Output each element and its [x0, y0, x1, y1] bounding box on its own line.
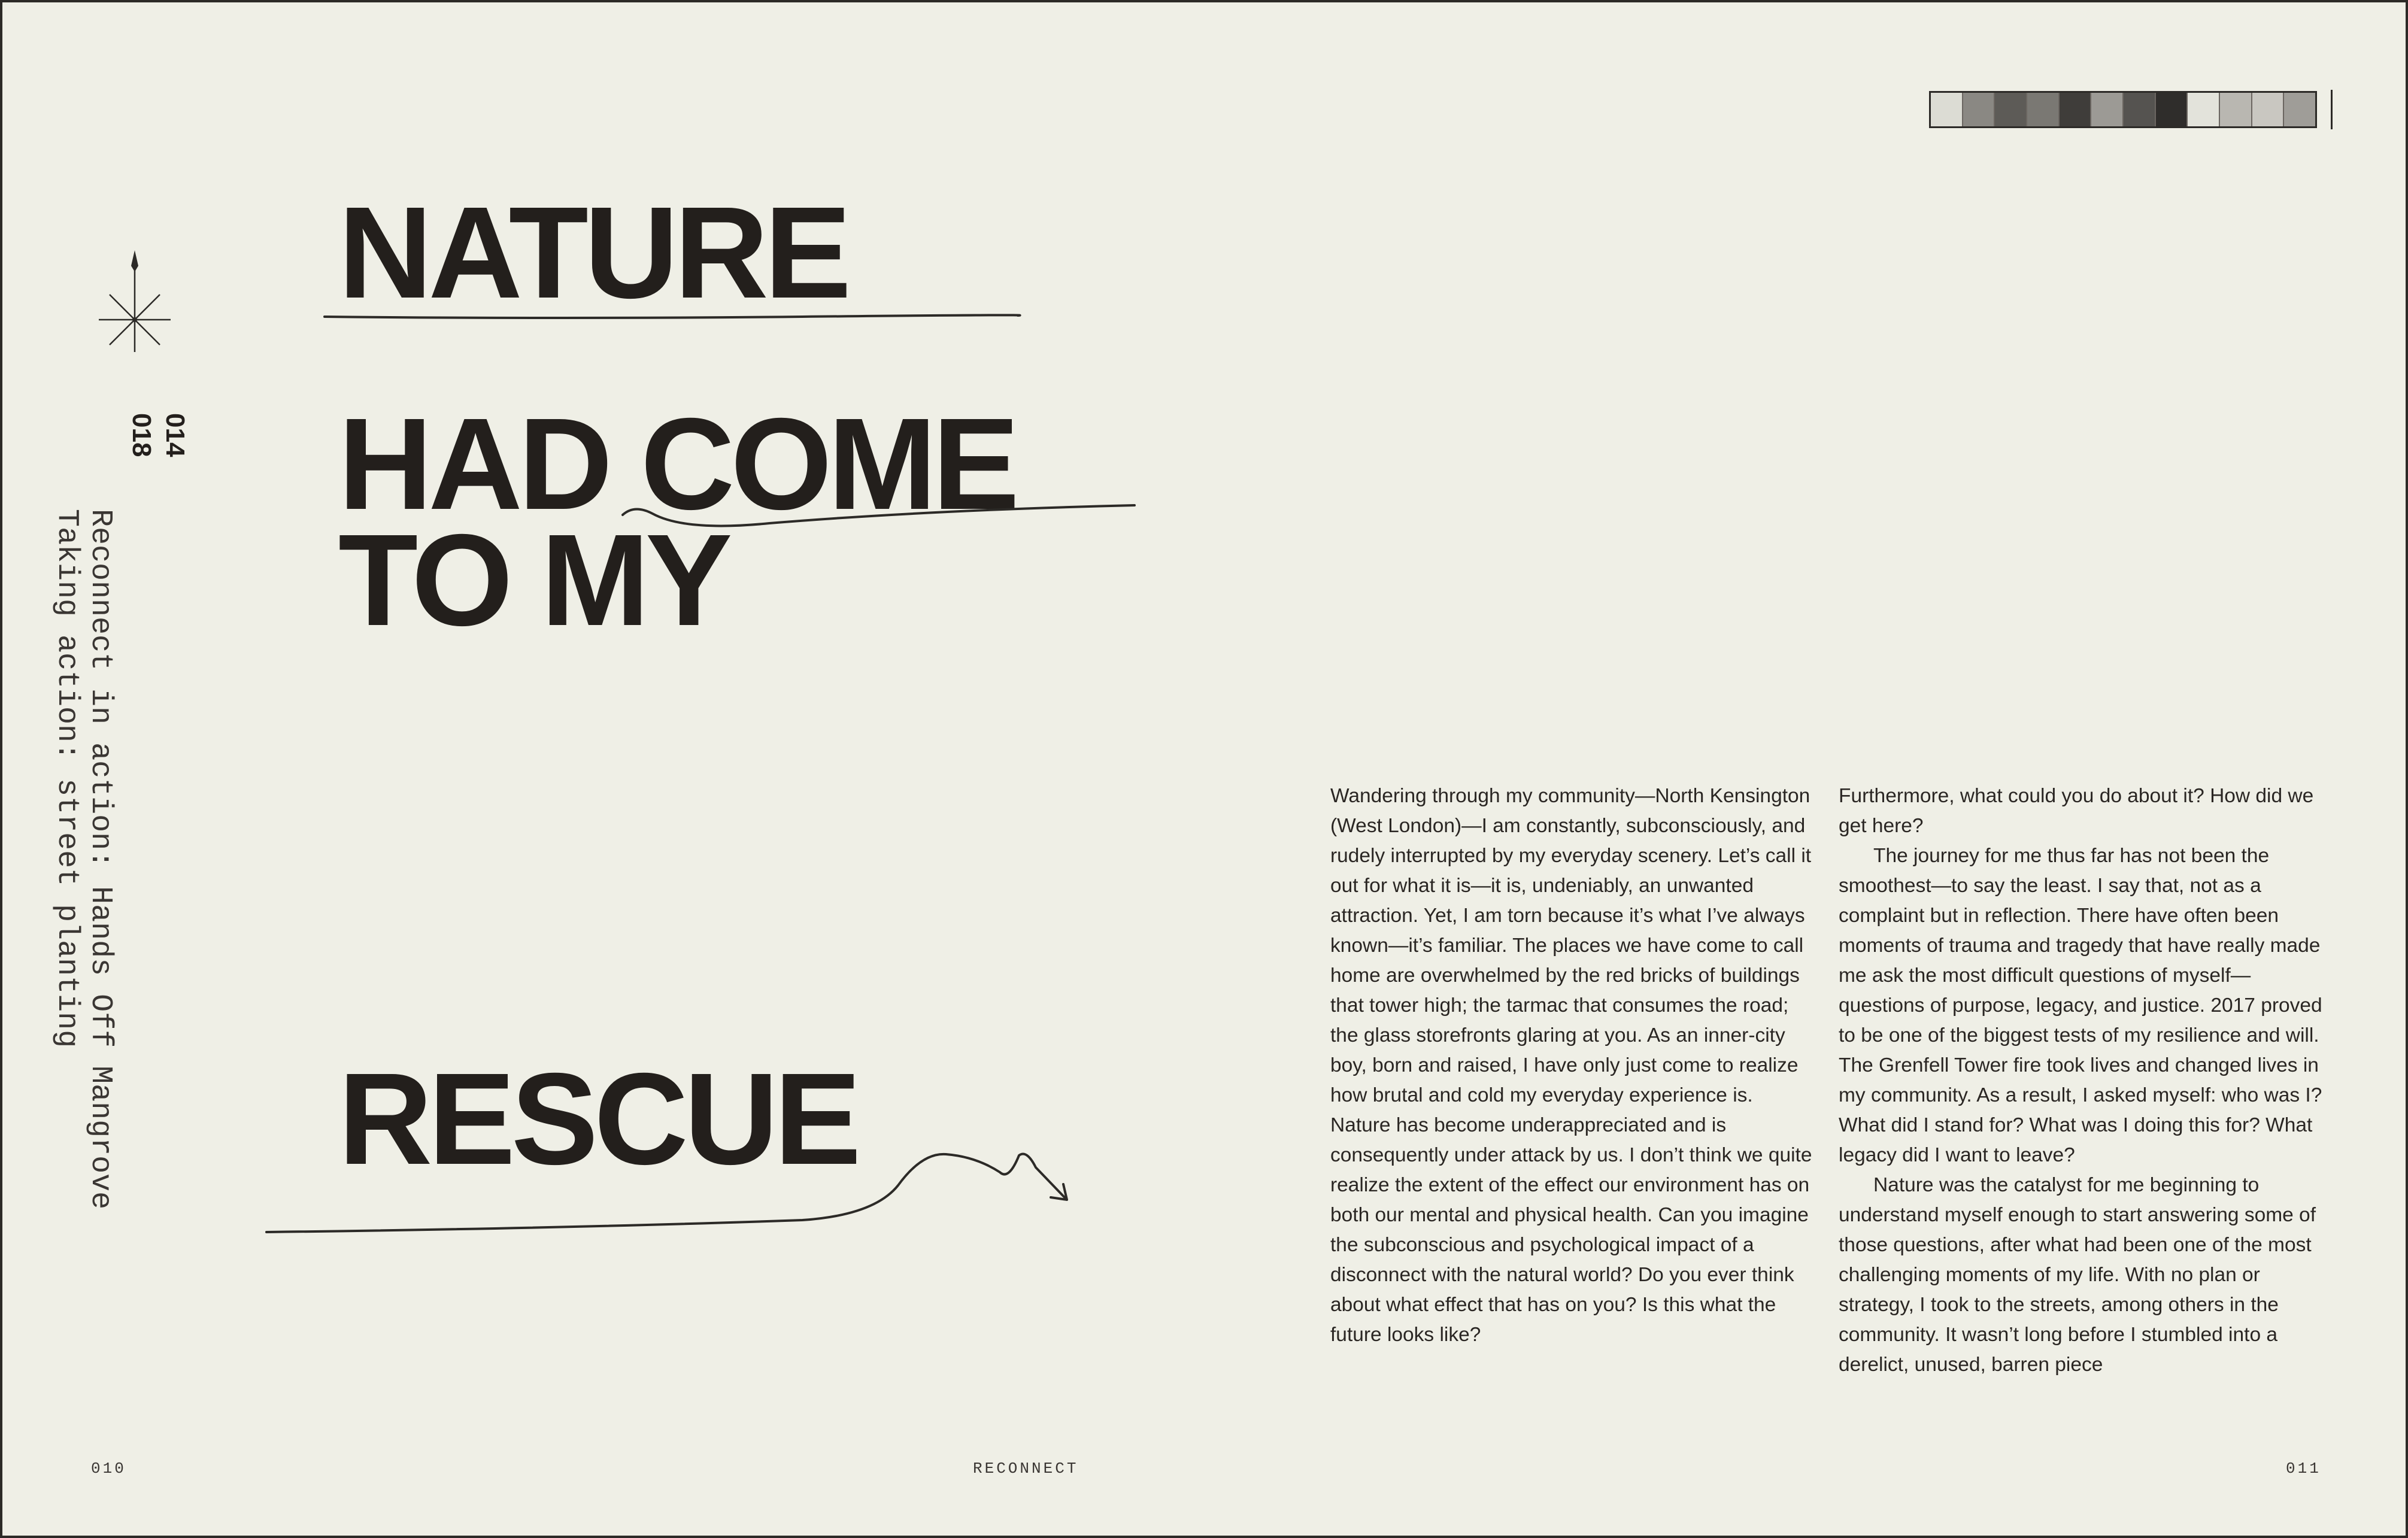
tone-swatch: [2060, 93, 2092, 126]
body-column-left: [1330, 781, 1815, 1350]
tone-swatch: [1995, 93, 2027, 126]
mountain-arrow-stroke: [263, 1131, 1090, 1239]
section-number-bottom: 018: [127, 413, 156, 457]
headline-line-4: RESCUE: [338, 1046, 857, 1192]
tone-swatch: [2124, 93, 2156, 126]
tone-swatch-bar: [1929, 91, 2317, 128]
running-title: RECONNECT: [973, 1460, 1079, 1478]
headline-line-2: HAD COME: [338, 392, 1015, 537]
tone-swatch: [2220, 93, 2252, 126]
page-number-left: 010: [91, 1460, 126, 1478]
section-number-top: 014: [160, 413, 190, 457]
tone-swatch: [2284, 93, 2315, 126]
tone-swatch: [2156, 93, 2188, 126]
body-paragraph: The journey for me thus far has not been the smoothest—to say the least. I say that, not as a complaint but in reflection. There have often been moments of trauma and tragedy that have really made me ask the most difficult questions of myself—questions of purpose, legacy, and justice. 2017 proved to be one of the biggest tests of my resilience and will. The Grenfell Tower fire took lives and changed lives in my community. As a result, I asked myself: who was I? What did I stand for? What was I doing this for? What legacy did I want to leave?: [1839, 845, 2322, 1166]
page-number-right: 011: [2286, 1460, 2321, 1478]
tone-swatch: [2252, 93, 2285, 126]
body-paragraph: Wandering through my community—North Kensington (West London)—I am constantly, subconsciously, and rudely interrupted by my everyday scenery. Let’s call it out for what it is—it is, undeniably, an unwanted attraction. Yet, I am torn because it’s what I’ve always known—it’s familiar. The places we have come to call home are overwhelmed by the red bricks of buildings that tower high; the tarmac that consumes the road; the glass storefronts glaring at you. As an inner-city boy, born and raised, I have only just come to realize how brutal and cold my everyday experience is. Nature has become underappreciated and is consequently under attack by us. I don’t think we quite realize the extent of the effect our environment has on both our mental and physical health. Can you imagine the subconscious and psychological impact of a disconnect with the natural world? Do you ever think about what effect that has on you? Is this what the future looks like?: [1330, 785, 1812, 1346]
tone-swatch: [2027, 93, 2060, 126]
sidebar-line-2: Taking action: street planting: [50, 509, 84, 1048]
sidebar-contents: [50, 509, 117, 1209]
body-paragraph: Furthermore, what could you do about it? How did we get here?: [1839, 785, 2314, 837]
body-paragraph: Nature was the catalyst for me beginning to understand myself enough to start answering some of those questions, after what had been one of the most challenging moments of my life. With no plan or strategy, I took to the streets, among others in the community. It wasn’t long before I stumbled into a derelict, unused, barren piece: [1839, 1174, 2316, 1376]
compass-star-icon: [90, 245, 180, 356]
swatch-bar-marker: [2331, 90, 2333, 129]
body-column-right: [1839, 781, 2324, 1380]
section-numbers: [125, 413, 192, 457]
tone-swatch: [2188, 93, 2220, 126]
underline-stroke-1: [323, 308, 1024, 326]
headline-line-3: TO MY: [338, 508, 729, 653]
tone-swatch: [1931, 93, 1963, 126]
underline-stroke-2: [620, 497, 1141, 545]
headline-line-1: NATURE: [338, 180, 848, 326]
sidebar-line-1: Reconnect in action: Hands Off Mangrove: [83, 509, 117, 1210]
tone-swatch: [1963, 93, 1995, 126]
tone-swatch: [2091, 93, 2124, 126]
